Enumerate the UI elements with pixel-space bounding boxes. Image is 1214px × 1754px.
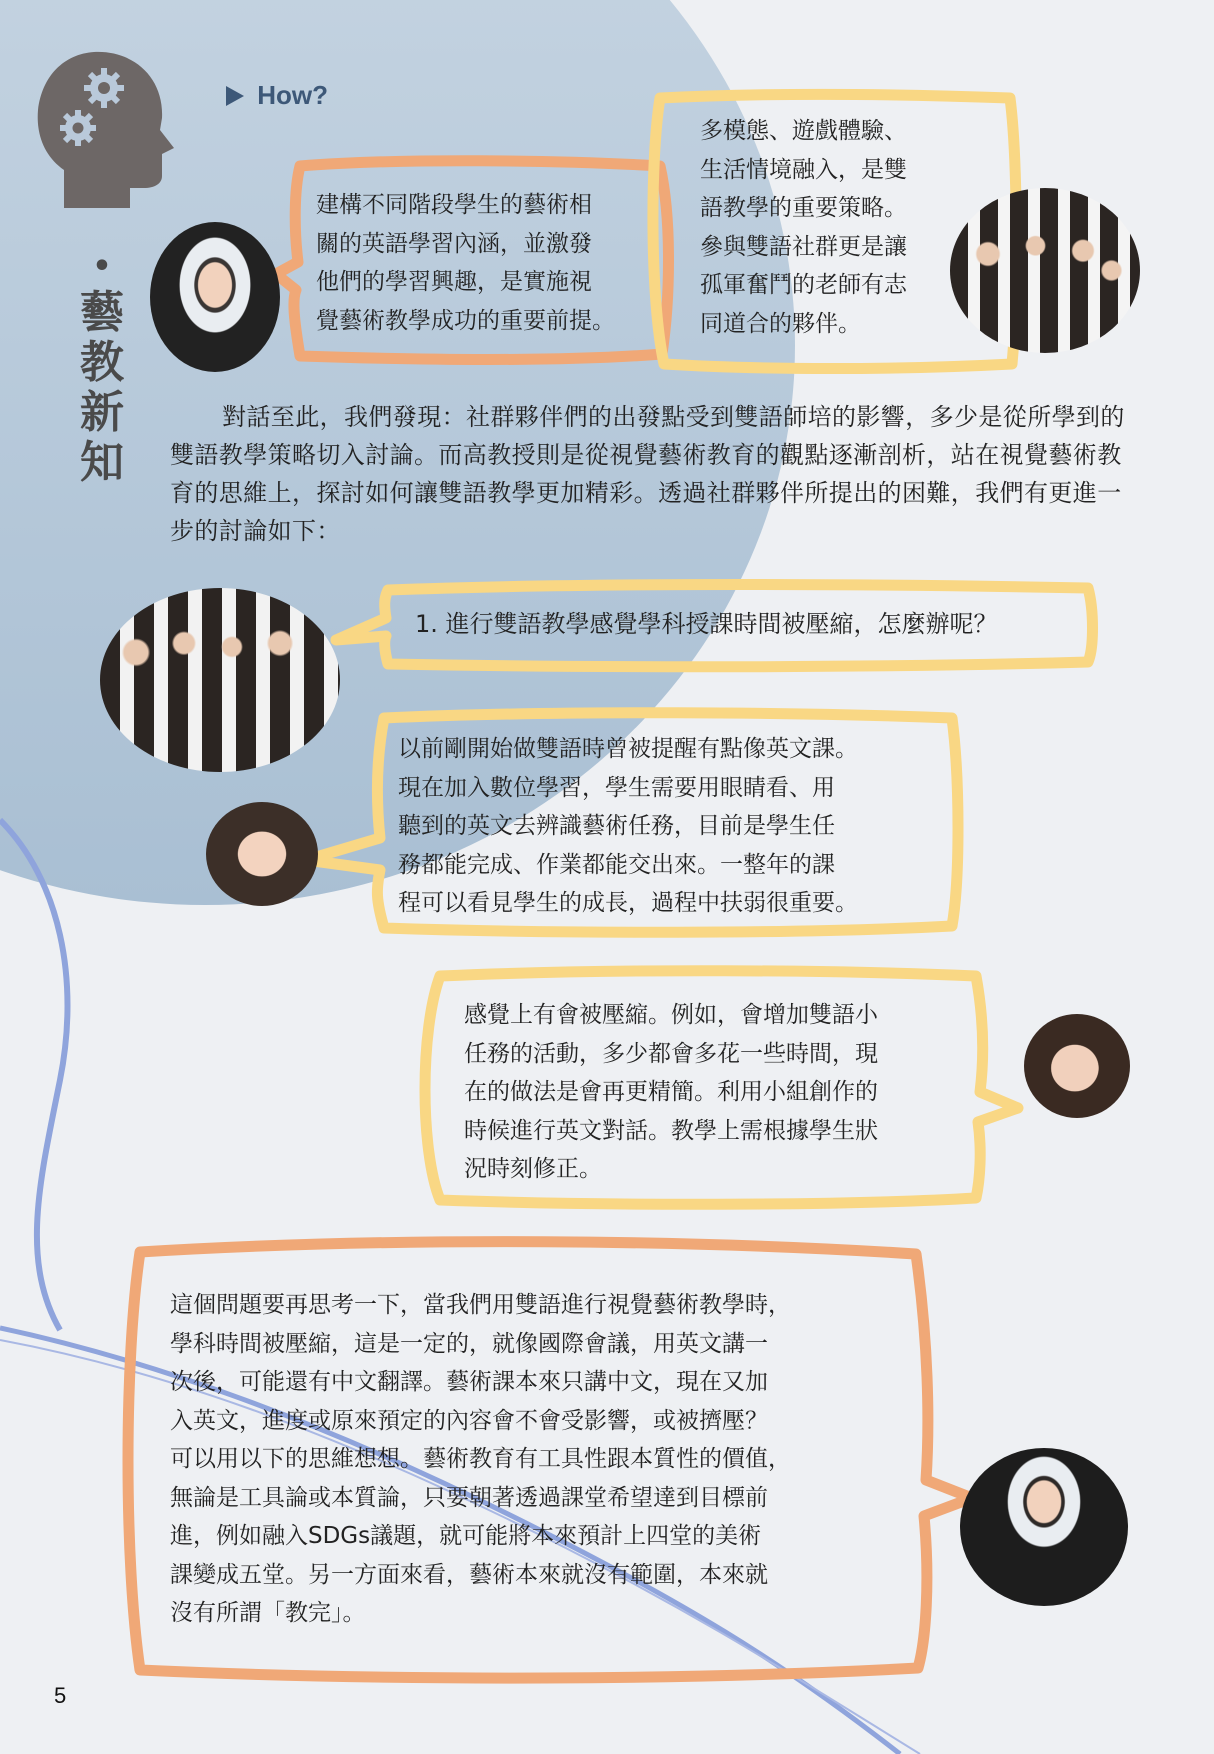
group-photo-middle: [100, 588, 340, 772]
text-line: 程可以看見學生的成長，過程中扶弱很重要。: [398, 890, 858, 916]
text-line: 在的做法是會再更精簡。利用小組創作的: [464, 1079, 878, 1105]
teacher-girl-text: [398, 730, 858, 923]
professor-photo-top: [150, 222, 280, 372]
text-line: 關的英語學習內涵，並激發: [316, 230, 592, 257]
text-line: 生活情境融入，是雙: [700, 156, 907, 183]
text-line: 以前剛開始做雙語時曾被提醒有點像英文課。: [398, 736, 858, 762]
teacher-girl-photo: [206, 802, 318, 906]
question-1-text: 1. 進行雙語教學感覺學科授課時間被壓縮，怎麼辦呢？: [415, 610, 998, 638]
text-line: 孤軍奮鬥的老師有志: [700, 272, 907, 298]
section-title-char: 知: [80, 437, 124, 488]
text-line: 他們的學習興趣，是實施視: [316, 269, 592, 295]
group-top-text: [700, 112, 907, 343]
text-line: 建構不同階段學生的藝術相: [316, 192, 592, 218]
text-line: 可以用以下的思維想想。藝術教育有工具性跟本質性的價值，: [170, 1446, 791, 1472]
text-line: 時候進行英文對話。教學上需根據學生狀: [464, 1117, 878, 1144]
text-line: 參與雙語社群更是讓: [700, 233, 907, 260]
text-line: 任務的活動，多少都會多花一些時間，現: [464, 1040, 878, 1067]
body-paragraph: 對話至此，我們發現：社群夥伴們的出發點受到雙語師培的影響，多少是從所學到的雙語教學策略切入討論。而高教授則是從視覺藝術教育的觀點逐漸剖析，站在視覺藝術教育的思維上，探討如何讓雙語教學更加精彩。透過社群夥伴所提出的困難，我們有更進一步的討論如下：: [170, 403, 1125, 545]
text-line: 覺藝術教學成功的重要前提。: [316, 307, 615, 334]
text-line: 沒有所謂「教完」。: [170, 1600, 366, 1626]
teacher-woman-text: [464, 996, 878, 1189]
teacher-woman-photo: [1024, 1014, 1130, 1118]
text-line: 語教學的重要策略。: [700, 195, 907, 221]
professor-photo-bottom: [960, 1448, 1128, 1606]
text-line: 進，例如融入SDGs議題，就可能將本來預計上四堂的美術: [170, 1523, 762, 1549]
text-line: 況時刻修正。: [464, 1156, 602, 1182]
text-line: 同道合的夥伴。: [700, 310, 861, 337]
text-line: 務都能完成、作業都能交出來。一整年的課: [398, 851, 835, 878]
how-label: How?: [257, 80, 328, 110]
text-line: 這個問題要再思考一下，當我們用雙語進行視覺藝術教學時，: [170, 1292, 791, 1318]
text-line: 課變成五堂。另一方面來看，藝術本來就沒有範圍，本來就: [170, 1561, 768, 1588]
section-title-char: 教: [80, 337, 124, 388]
section-title-char: 新: [80, 387, 124, 438]
section-title-char: 藝: [80, 287, 124, 338]
text-line: 感覺上有會被壓縮。例如，會增加雙語小: [464, 1002, 878, 1028]
text-line: 無論是工具論或本質論，只要朝著透過課堂希望達到目標前: [170, 1484, 768, 1511]
text-line: 次後，可能還有中文翻譯。藝術課本來只講中文，現在又加: [170, 1369, 768, 1395]
group-photo-top: [950, 188, 1140, 353]
page-number: 5: [54, 1683, 67, 1708]
text-line: 現在加入數位學習，學生需要用眼睛看、用: [398, 774, 835, 801]
text-line: 多模態、遊戲體驗、: [700, 118, 907, 144]
text-line: 聽到的英文去辨識藝術任務，目前是學生任: [398, 813, 835, 839]
prof-bottom-text: [170, 1286, 791, 1633]
prof-top-text: [316, 186, 615, 340]
text-line: 入英文，進度或原來預定的內容會不會受影響，或被擠壓？: [170, 1407, 768, 1434]
section-bullet: •: [92, 249, 112, 284]
text-line: 學科時間被壓縮，這是一定的，就像國際會議，用英文講一: [170, 1330, 768, 1357]
